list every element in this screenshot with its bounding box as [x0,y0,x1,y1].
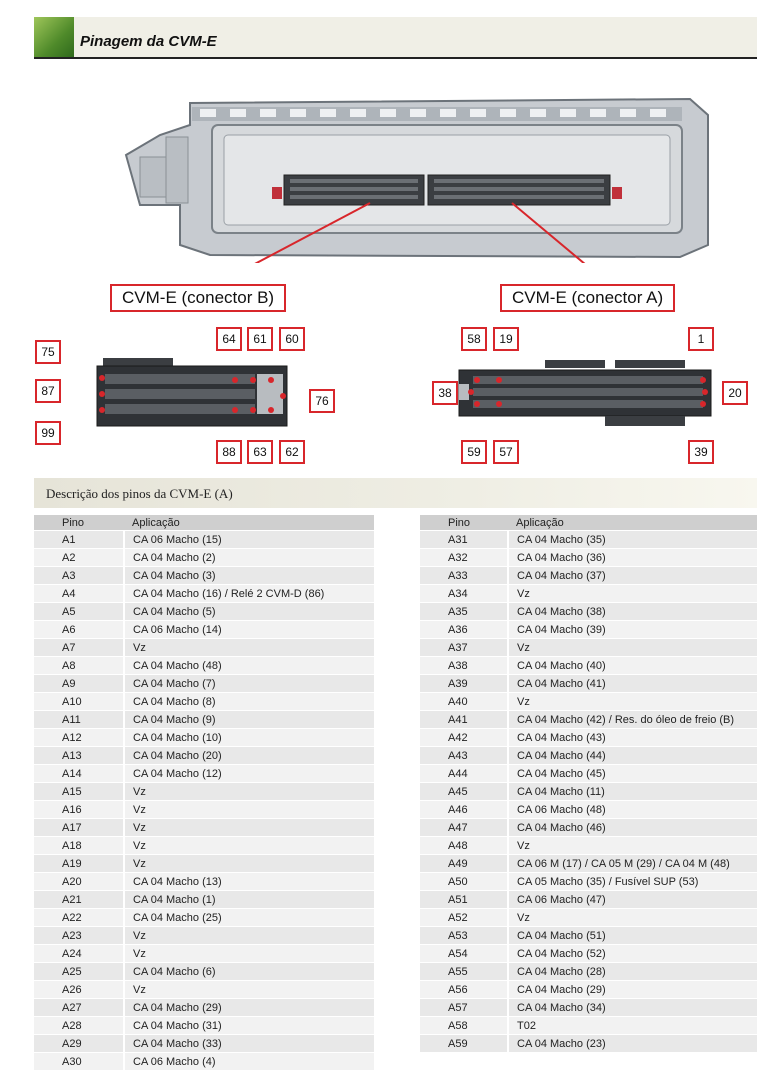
table-row [34,999,374,1017]
pin-cell: A49 [420,855,508,873]
application-cell: Vz [508,837,757,855]
table-row [34,693,374,711]
application-cell: CA 04 Macho (48) [124,657,374,675]
application-cell: CA 04 Macho (3) [124,567,374,585]
table-row [34,855,374,873]
table-row [420,531,757,549]
application-cell: CA 04 Macho (5) [124,603,374,621]
section-title: Descrição dos pinos da CVM-E (A) [46,486,233,501]
pin-cell: A56 [420,981,508,999]
pin-label-19: 19 [493,327,519,351]
table-row [420,1017,757,1035]
application-cell: CA 04 Macho (39) [508,621,757,639]
pin-cell: A43 [420,747,508,765]
table-row [420,981,757,999]
pin-cell: A6 [34,621,124,639]
connector-b-diagram [85,356,315,436]
table-row [34,945,374,963]
pin-cell: A22 [34,909,124,927]
table-row [420,675,757,693]
pin-cell: A11 [34,711,124,729]
pin-label-20: 20 [722,381,748,405]
pin-label-75: 75 [35,340,61,364]
table-row [34,837,374,855]
pin-cell: A59 [420,1035,508,1053]
table-row [420,765,757,783]
table-row [34,765,374,783]
application-cell: CA 04 Macho (51) [508,927,757,945]
pin-cell: A21 [34,891,124,909]
pin-cell: A12 [34,729,124,747]
pin-cell: A52 [420,909,508,927]
application-cell: Vz [508,909,757,927]
pin-cell: A50 [420,873,508,891]
pin-label-59: 59 [461,440,487,464]
pin-cell: A47 [420,819,508,837]
application-cell: Vz [124,819,374,837]
application-cell: T02 [508,1017,757,1035]
pin-cell: A48 [420,837,508,855]
pin-label-64: 64 [216,327,242,351]
table-row [34,981,374,999]
table-row [34,675,374,693]
column-header-application: Aplicação [508,515,757,531]
pin-cell: A57 [420,999,508,1017]
table-row [420,621,757,639]
pin-cell: A5 [34,603,124,621]
pin-cell: A31 [420,531,508,549]
application-cell: CA 04 Macho (46) [508,819,757,837]
pin-label-58: 58 [461,327,487,351]
pin-cell: A19 [34,855,124,873]
pin-cell: A30 [34,1053,124,1071]
pin-label-87: 87 [35,379,61,403]
application-cell: CA 04 Macho (45) [508,765,757,783]
pin-cell: A18 [34,837,124,855]
pin-cell: A17 [34,819,124,837]
pin-label-38: 38 [432,381,458,405]
pin-label-61: 61 [247,327,273,351]
callout-connector-a: CVM-E (conector A) [500,284,675,312]
application-cell: CA 04 Macho (13) [124,873,374,891]
table-row [420,783,757,801]
column-header-pin: Pino [420,515,508,531]
table-row [34,549,374,567]
table-row [420,963,757,981]
application-cell: CA 04 Macho (34) [508,999,757,1017]
application-cell: CA 04 Macho (23) [508,1035,757,1053]
application-cell: CA 04 Macho (2) [124,549,374,567]
application-cell: CA 04 Macho (25) [124,909,374,927]
column-header-application: Aplicação [124,515,374,531]
table-row [420,693,757,711]
pin-label-99: 99 [35,421,61,445]
pin-cell: A23 [34,927,124,945]
pin-cell: A32 [420,549,508,567]
pin-cell: A27 [34,999,124,1017]
table-row [34,729,374,747]
application-cell: CA 04 Macho (12) [124,765,374,783]
pin-table-right [420,515,757,1052]
application-cell: CA 06 Macho (47) [508,891,757,909]
table-row [34,801,374,819]
pin-cell: A41 [420,711,508,729]
pin-cell: A13 [34,747,124,765]
table-row [420,639,757,657]
application-cell: Vz [124,783,374,801]
table-row [420,999,757,1017]
pin-label-76: 76 [309,389,335,413]
connector-a-diagram [455,356,715,436]
application-cell: Vz [124,837,374,855]
pin-label-57: 57 [493,440,519,464]
pin-cell: A4 [34,585,124,603]
table-row [420,945,757,963]
pin-label-88: 88 [216,440,242,464]
table-row [420,567,757,585]
application-cell: Vz [124,801,374,819]
pin-cell: A45 [420,783,508,801]
pin-label-62: 62 [279,440,305,464]
application-cell: CA 04 Macho (36) [508,549,757,567]
application-cell: CA 04 Macho (29) [508,981,757,999]
application-cell: CA 04 Macho (7) [124,675,374,693]
application-cell: CA 04 Macho (8) [124,693,374,711]
pin-cell: A33 [420,567,508,585]
pin-cell: A34 [420,585,508,603]
table-row [420,603,757,621]
application-cell: Vz [124,981,374,999]
application-cell: CA 04 Macho (37) [508,567,757,585]
table-row [420,747,757,765]
table-row [34,585,374,603]
pin-cell: A2 [34,549,124,567]
application-cell: CA 06 Macho (48) [508,801,757,819]
table-row [34,1053,374,1071]
page-title: Pinagem da CVM-E [80,33,217,50]
application-cell: CA 04 Macho (40) [508,657,757,675]
pin-cell: A42 [420,729,508,747]
pin-cell: A7 [34,639,124,657]
application-cell: CA 04 Macho (6) [124,963,374,981]
table-row [34,567,374,585]
table-row [34,963,374,981]
table-row [420,927,757,945]
pin-cell: A38 [420,657,508,675]
application-cell: CA 04 Macho (28) [508,963,757,981]
pin-cell: A44 [420,765,508,783]
pin-cell: A51 [420,891,508,909]
application-cell: CA 04 Macho (20) [124,747,374,765]
pin-cell: A54 [420,945,508,963]
application-cell: CA 04 Macho (11) [508,783,757,801]
application-cell: CA 06 M (17) / CA 05 M (29) / CA 04 M (48) [508,855,757,873]
application-cell: CA 04 Macho (1) [124,891,374,909]
table-row [34,891,374,909]
application-cell: Vz [124,945,374,963]
table-row [34,531,374,549]
application-cell: Vz [124,639,374,657]
table-row [420,819,757,837]
table-row [34,819,374,837]
pin-table-left [34,515,374,1070]
table-row [34,783,374,801]
table-row [34,603,374,621]
pin-cell: A15 [34,783,124,801]
pin-cell: A37 [420,639,508,657]
pin-cell: A40 [420,693,508,711]
table-row [420,729,757,747]
pin-cell: A24 [34,945,124,963]
pin-cell: A35 [420,603,508,621]
application-cell: CA 04 Macho (44) [508,747,757,765]
application-cell: CA 06 Macho (15) [124,531,374,549]
table-row [420,1035,757,1053]
application-cell: CA 04 Macho (9) [124,711,374,729]
pin-cell: A14 [34,765,124,783]
application-cell: CA 06 Macho (14) [124,621,374,639]
pin-cell: A46 [420,801,508,819]
table-row [34,873,374,891]
pin-cell: A16 [34,801,124,819]
page-header [34,17,757,59]
pin-label-60: 60 [279,327,305,351]
table-row [420,891,757,909]
table-row [420,657,757,675]
pin-label-63: 63 [247,440,273,464]
application-cell: CA 04 Macho (41) [508,675,757,693]
pin-cell: A28 [34,1017,124,1035]
table-row [420,801,757,819]
application-cell: CA 04 Macho (31) [124,1017,374,1035]
application-cell: CA 04 Macho (16) / Relé 2 CVM-D (86) [124,585,374,603]
table-row [34,657,374,675]
pin-cell: A9 [34,675,124,693]
pin-cell: A36 [420,621,508,639]
pin-label-1: 1 [688,327,714,351]
ecu-module-photo [120,95,710,263]
section-header [34,478,757,508]
table-row [420,837,757,855]
application-cell: CA 04 Macho (29) [124,999,374,1017]
table-row [34,927,374,945]
callout-connector-b: CVM-E (conector B) [110,284,286,312]
table-row [34,621,374,639]
application-cell: Vz [508,585,757,603]
pin-cell: A8 [34,657,124,675]
column-header-pin: Pino [34,515,124,531]
table-row [34,711,374,729]
application-cell: CA 04 Macho (38) [508,603,757,621]
pin-cell: A39 [420,675,508,693]
pin-cell: A53 [420,927,508,945]
application-cell: Vz [508,639,757,657]
table-row [420,855,757,873]
pin-cell: A29 [34,1035,124,1053]
application-cell: Vz [508,693,757,711]
application-cell: CA 04 Macho (42) / Res. do óleo de freio (B) [508,711,757,729]
application-cell: CA 04 Macho (10) [124,729,374,747]
table-row [420,585,757,603]
table-row [420,711,757,729]
application-cell: CA 04 Macho (43) [508,729,757,747]
table-row [420,909,757,927]
table-row [34,639,374,657]
table-row [420,873,757,891]
table-row [34,747,374,765]
pin-cell: A55 [420,963,508,981]
pin-cell: A26 [34,981,124,999]
pin-cell: A1 [34,531,124,549]
pin-cell: A10 [34,693,124,711]
application-cell: Vz [124,927,374,945]
table-row [34,1035,374,1053]
table-row [34,909,374,927]
application-cell: CA 04 Macho (33) [124,1035,374,1053]
table-row [420,549,757,567]
application-cell: CA 05 Macho (35) / Fusível SUP (53) [508,873,757,891]
application-cell: Vz [124,855,374,873]
application-cell: CA 06 Macho (4) [124,1053,374,1071]
application-cell: CA 04 Macho (35) [508,531,757,549]
table-row [34,1017,374,1035]
pin-label-39: 39 [688,440,714,464]
pin-cell: A20 [34,873,124,891]
application-cell: CA 04 Macho (52) [508,945,757,963]
pin-cell: A58 [420,1017,508,1035]
header-color-swatch [34,17,74,57]
pin-cell: A3 [34,567,124,585]
pin-cell: A25 [34,963,124,981]
